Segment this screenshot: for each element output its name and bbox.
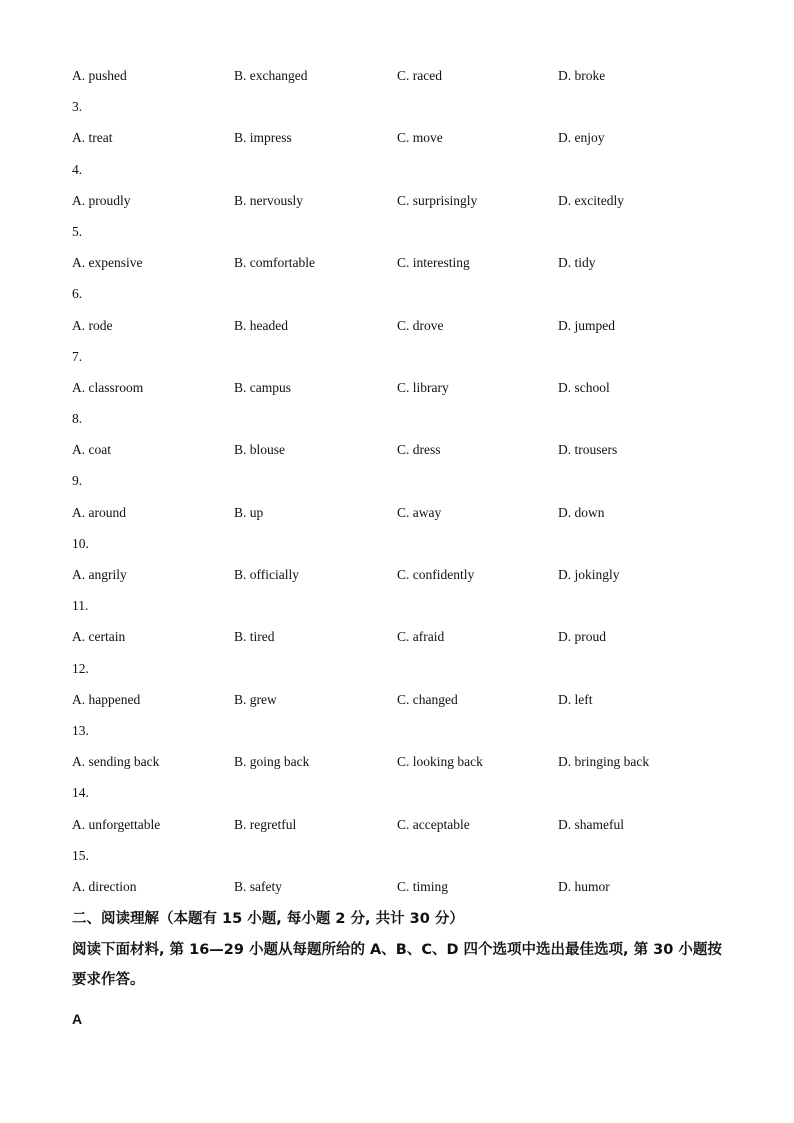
- option-c: C. surprisingly: [397, 192, 478, 208]
- option-d: D. excitedly: [558, 192, 624, 208]
- option-b: B. comfortable: [234, 255, 315, 271]
- option-a: A. angrily: [72, 567, 127, 582]
- cloze-options: [72, 66, 722, 908]
- passage-label: A: [72, 1011, 83, 1027]
- section-instruction: 阅读下面材料, 第 16—29 小题从每题所给的 A、B、C、D 四个选项中选出最佳选项, 第 30 小题按要求作答。: [72, 942, 722, 988]
- question-number: 3.: [72, 99, 83, 115]
- option-row: [72, 877, 722, 908]
- option-b: B. up: [234, 504, 264, 520]
- question-number: 10.: [72, 535, 89, 551]
- option-d: D. left: [558, 691, 593, 707]
- option-d: D. school: [558, 379, 610, 395]
- option-a: A. classroom: [72, 379, 144, 395]
- option-b: B. impress: [234, 130, 292, 146]
- option-a: A. direction: [72, 878, 137, 894]
- question-number: 12.: [72, 660, 89, 676]
- option-row: [72, 128, 722, 159]
- question-number: 15.: [72, 847, 89, 863]
- option-b: B. regretful: [234, 816, 297, 832]
- option-row: [72, 627, 722, 658]
- option-c: C. away: [397, 504, 442, 520]
- option-row: [72, 316, 722, 347]
- option-c: C. timing: [397, 878, 449, 894]
- option-c: C. looking back: [397, 754, 483, 770]
- option-row: [72, 503, 722, 534]
- option-d: D. jokingly: [558, 567, 620, 582]
- option-a: A. unforgettable: [72, 816, 161, 832]
- option-row: [72, 440, 722, 471]
- question-number: 5.: [72, 223, 83, 239]
- option-row: [72, 565, 722, 596]
- question-number: 14.: [72, 785, 89, 801]
- option-row: [72, 378, 722, 409]
- option-c: C. raced: [397, 68, 442, 83]
- option-c: C. confidently: [397, 567, 475, 582]
- option-c: C. interesting: [397, 255, 470, 271]
- question-number: 8.: [72, 411, 83, 427]
- option-c: C. library: [397, 379, 449, 395]
- option-d: D. bringing back: [558, 754, 650, 770]
- question-number: 9.: [72, 473, 83, 489]
- option-a: A. proudly: [72, 192, 131, 208]
- option-b: B. headed: [234, 317, 288, 333]
- reading-section: [72, 905, 722, 1027]
- option-b: B. exchanged: [234, 68, 308, 83]
- option-row: [72, 752, 722, 783]
- option-d: D. tidy: [558, 255, 596, 271]
- option-c: C. move: [397, 130, 443, 146]
- option-d: D. humor: [558, 878, 610, 894]
- question-number: 6.: [72, 286, 83, 302]
- option-row: [72, 66, 722, 97]
- option-d: D. jumped: [558, 317, 615, 333]
- option-d: D. trousers: [558, 442, 618, 458]
- option-c: C. dress: [397, 442, 441, 458]
- option-a: A. around: [72, 504, 126, 520]
- option-b: B. campus: [234, 379, 291, 395]
- question-number: 7.: [72, 348, 83, 364]
- option-b: B. safety: [234, 878, 282, 894]
- option-b: B. blouse: [234, 442, 286, 458]
- option-b: B. going back: [234, 754, 310, 770]
- option-a: A. certain: [72, 629, 126, 645]
- option-c: C. drove: [397, 317, 444, 333]
- option-a: A. rode: [72, 317, 113, 333]
- option-row: [72, 253, 722, 284]
- option-b: B. grew: [234, 691, 277, 707]
- option-b: B. officially: [234, 567, 299, 582]
- option-c: C. changed: [397, 691, 458, 707]
- question-number: 4.: [72, 161, 83, 177]
- option-a: A. pushed: [72, 68, 127, 83]
- option-a: A. coat: [72, 442, 111, 458]
- option-d: D. proud: [558, 629, 606, 645]
- option-b: B. nervously: [234, 192, 303, 208]
- option-c: C. afraid: [397, 629, 445, 645]
- section-title: 二、阅读理解（本题有 15 小题, 每小题 2 分, 共计 30 分）: [72, 911, 464, 927]
- question-number: 11.: [72, 598, 89, 614]
- option-row: [72, 815, 722, 846]
- option-d: D. enjoy: [558, 130, 605, 146]
- option-d: D. broke: [558, 68, 606, 83]
- option-a: A. expensive: [72, 255, 143, 271]
- option-d: D. shameful: [558, 816, 624, 832]
- option-a: A. sending back: [72, 754, 160, 770]
- option-a: A. treat: [72, 130, 113, 146]
- option-row: [72, 690, 722, 721]
- option-b: B. tired: [234, 629, 275, 645]
- option-a: A. happened: [72, 691, 141, 707]
- option-row: [72, 191, 722, 222]
- question-number: 13.: [72, 722, 89, 738]
- option-c: C. acceptable: [397, 816, 470, 832]
- option-d: D. down: [558, 504, 605, 520]
